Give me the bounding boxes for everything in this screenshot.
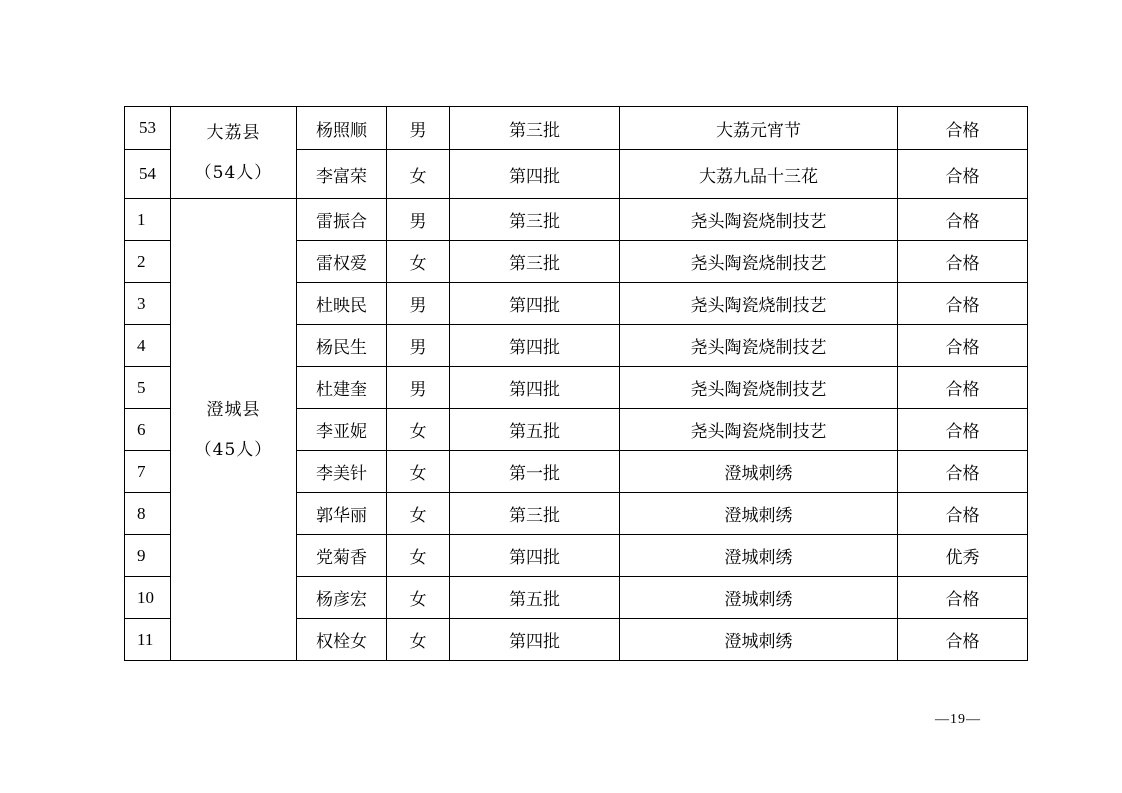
name-cell: 权栓女 — [297, 619, 387, 661]
gender-cell: 女 — [387, 493, 450, 535]
project-cell: 大荔九品十三花 — [620, 150, 898, 199]
row-seq-cell: 1 — [125, 199, 171, 241]
batch-cell: 第三批 — [450, 107, 620, 150]
project-cell: 尧头陶瓷烧制技艺 — [620, 325, 898, 367]
county-cell-dali — [171, 107, 297, 199]
result-cell: 合格 — [898, 619, 1028, 661]
gender-cell: 男 — [387, 199, 450, 241]
name-cell: 郭华丽 — [297, 493, 387, 535]
result-cell: 合格 — [898, 199, 1028, 241]
project-cell: 尧头陶瓷烧制技艺 — [620, 367, 898, 409]
result-cell: 合格 — [898, 325, 1028, 367]
batch-cell: 第三批 — [450, 493, 620, 535]
project-cell: 大荔元宵节 — [620, 107, 898, 150]
project-cell: 尧头陶瓷烧制技艺 — [620, 199, 898, 241]
project-cell: 澄城刺绣 — [620, 535, 898, 577]
row-seq-cell: 9 — [125, 535, 171, 577]
county-count: （54人） — [194, 162, 273, 183]
batch-cell: 第四批 — [450, 535, 620, 577]
table-row — [125, 107, 1028, 150]
name-cell: 李美针 — [297, 451, 387, 493]
name-cell: 李富荣 — [297, 150, 387, 199]
row-seq-cell: 54 — [125, 150, 171, 199]
gender-cell: 女 — [387, 535, 450, 577]
result-cell: 合格 — [898, 493, 1028, 535]
name-cell: 杨彦宏 — [297, 577, 387, 619]
county-name: 澄城县 — [206, 399, 261, 420]
batch-cell: 第一批 — [450, 451, 620, 493]
name-cell: 杨照顺 — [297, 107, 387, 150]
gender-cell: 男 — [387, 107, 450, 150]
batch-cell: 第四批 — [450, 150, 620, 199]
name-cell: 党菊香 — [297, 535, 387, 577]
name-cell: 雷振合 — [297, 199, 387, 241]
project-cell: 澄城刺绣 — [620, 577, 898, 619]
name-cell: 杜映民 — [297, 283, 387, 325]
inheritor-roster-table — [124, 106, 1028, 661]
batch-cell: 第四批 — [450, 283, 620, 325]
row-seq-cell: 53 — [125, 107, 171, 150]
row-seq-cell: 11 — [125, 619, 171, 661]
table-row — [125, 199, 1028, 241]
result-cell: 合格 — [898, 150, 1028, 199]
page-number: —19— — [935, 712, 981, 727]
result-cell: 合格 — [898, 451, 1028, 493]
project-cell: 澄城刺绣 — [620, 619, 898, 661]
gender-cell: 男 — [387, 283, 450, 325]
gender-cell: 女 — [387, 150, 450, 199]
name-cell: 雷权爱 — [297, 241, 387, 283]
result-cell: 合格 — [898, 577, 1028, 619]
county-count: （45人） — [194, 439, 273, 460]
project-cell: 澄城刺绣 — [620, 451, 898, 493]
row-seq-cell: 8 — [125, 493, 171, 535]
gender-cell: 女 — [387, 409, 450, 451]
name-cell: 杜建奎 — [297, 367, 387, 409]
result-cell: 合格 — [898, 283, 1028, 325]
project-cell: 澄城刺绣 — [620, 493, 898, 535]
gender-cell: 男 — [387, 367, 450, 409]
result-cell: 合格 — [898, 241, 1028, 283]
batch-cell: 第三批 — [450, 241, 620, 283]
row-seq-cell: 10 — [125, 577, 171, 619]
row-seq-cell: 6 — [125, 409, 171, 451]
batch-cell: 第五批 — [450, 577, 620, 619]
batch-cell: 第五批 — [450, 409, 620, 451]
name-cell: 杨民生 — [297, 325, 387, 367]
row-seq-cell: 2 — [125, 241, 171, 283]
project-cell: 尧头陶瓷烧制技艺 — [620, 241, 898, 283]
batch-cell: 第三批 — [450, 199, 620, 241]
batch-cell: 第四批 — [450, 619, 620, 661]
batch-cell: 第四批 — [450, 367, 620, 409]
row-seq-cell: 4 — [125, 325, 171, 367]
county-name: 大荔县 — [206, 122, 261, 143]
result-cell: 优秀 — [898, 535, 1028, 577]
gender-cell: 男 — [387, 325, 450, 367]
row-seq-cell: 7 — [125, 451, 171, 493]
row-seq-cell: 3 — [125, 283, 171, 325]
row-seq-cell: 5 — [125, 367, 171, 409]
project-cell: 尧头陶瓷烧制技艺 — [620, 283, 898, 325]
gender-cell: 女 — [387, 619, 450, 661]
result-cell: 合格 — [898, 409, 1028, 451]
county-cell-chengcheng — [171, 199, 297, 661]
result-cell: 合格 — [898, 367, 1028, 409]
batch-cell: 第四批 — [450, 325, 620, 367]
project-cell: 尧头陶瓷烧制技艺 — [620, 409, 898, 451]
name-cell: 李亚妮 — [297, 409, 387, 451]
gender-cell: 女 — [387, 577, 450, 619]
result-cell: 合格 — [898, 107, 1028, 150]
gender-cell: 女 — [387, 241, 450, 283]
gender-cell: 女 — [387, 451, 450, 493]
